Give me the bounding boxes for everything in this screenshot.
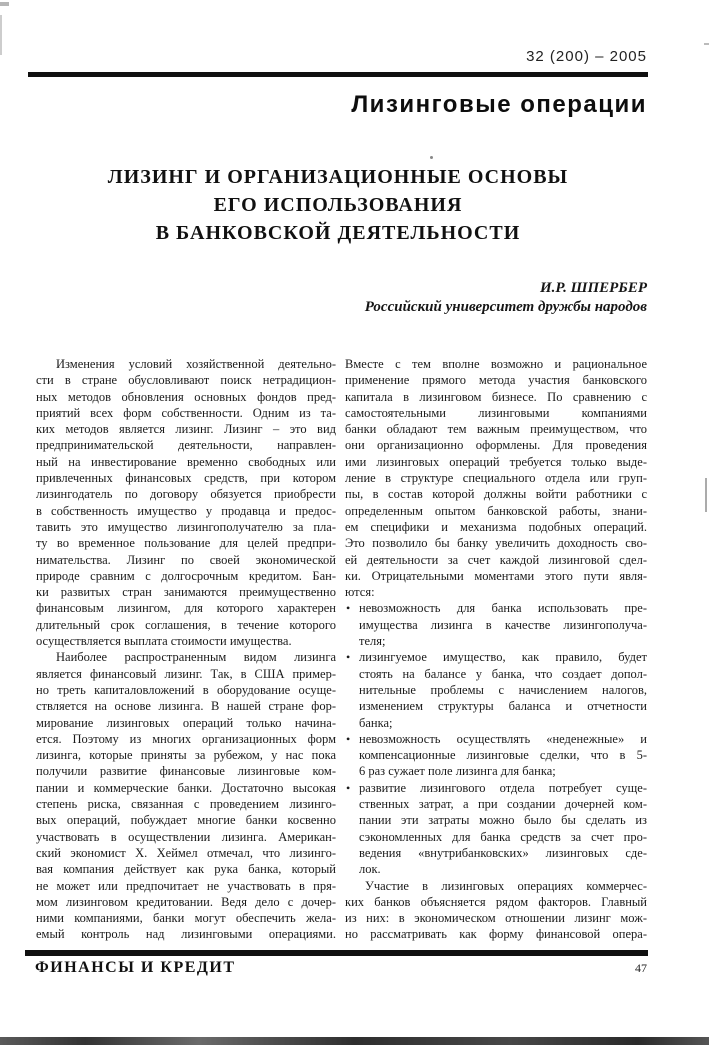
scan-artifact (0, 2, 9, 6)
issue-number: 32 (200) – 2005 (526, 48, 647, 65)
text-line: емый контроль над лизинговыми операциями. (36, 927, 336, 942)
byline (365, 279, 647, 317)
bullet-item (345, 649, 647, 730)
bullet-item (345, 600, 647, 649)
bullet-marker-icon: • (346, 780, 351, 795)
section-heading: Лизинговые операции (351, 91, 647, 118)
text-line: привлеченных финансовых средств, при котором (36, 471, 336, 486)
text-line: лизингуемое имущество, как правило, будет (359, 650, 647, 665)
paragraph (36, 356, 336, 649)
text-line: ствляется на основе лизинга. В нашей стране фор- (36, 699, 336, 714)
text-line: степень риска, связанная с проведением лизинго- (36, 797, 336, 812)
text-line: ется. Поэтому из многих организационных форм (36, 731, 336, 746)
journal-name: ФИНАНСЫ И КРЕДИТ (35, 959, 236, 976)
text-line: ки. Отрицательными моментами этого пути явля- (345, 568, 647, 583)
text-line: сти в стране обусловливают поиск нетрадицион- (36, 373, 336, 388)
footer-rule (25, 950, 648, 956)
text-line: ный на инвестирование временно свободных или (36, 454, 336, 469)
text-line: Вместе с тем вполне возможно и рациональное (345, 357, 647, 371)
text-line: вых операций, побуждает многие банки косвенно (36, 813, 336, 828)
text-line: ними компаниями, банки могут обеспечить жела- (36, 911, 336, 926)
text-line: но рассматривать как форму финансовой опера- (345, 927, 647, 942)
text-line: развитие лизингового отдела потребует суще- (359, 780, 647, 795)
text-line: определенным опытом банковской работы, знани- (345, 503, 647, 518)
bullet-marker-icon: • (346, 731, 351, 746)
text-line: приятий всех форм собственности. Одним из та- (36, 405, 336, 420)
text-line: 6 раз сужает поле лизинга для банка; (359, 764, 556, 779)
text-line: нимательства. Лизинг по своей экономической (36, 552, 336, 567)
text-line: ими лизинговых операций требуется только выде- (345, 454, 647, 469)
paragraph (345, 878, 647, 943)
text-line: длительный срок соглашения, в течение которого (36, 617, 336, 632)
text-line: ту во временное пользование для целей предпри- (36, 536, 336, 551)
text-line: ных методов обновления основных фондов пред- (36, 389, 336, 404)
text-line: пании эти затраты можно было бы сделать из (359, 813, 647, 828)
text-line: пании и коммерческие банки. Достаточно высокая (36, 780, 336, 795)
bullet-item (345, 731, 647, 780)
text-line: из них: в экономическом отношении лизинг мож- (345, 911, 647, 926)
page-number: 47 (635, 961, 647, 975)
text-line: пы, в состав которой должны войти работники с (345, 487, 647, 502)
text-line: мирование лизинговых операций только начина- (36, 715, 336, 730)
text-line: изменением структуры баланса и отчетности (359, 699, 647, 714)
text-line: капитала в лизинговом бизнесе. По сравнению с (345, 389, 647, 404)
text-line: стоять на балансе у банка, что создает допол- (359, 666, 647, 681)
text-line: нительные проблемы с начислением налогов, (359, 682, 647, 697)
text-line: в собственность имущество у продавца и предос- (36, 503, 336, 518)
text-line: ких методов является лизинг. Лизинг – это вид (36, 422, 336, 437)
text-line: теля; (359, 634, 386, 649)
text-line: мом лизинговом кредитовании. Ведя дело с дочер- (36, 894, 336, 909)
text-line: компенсационные лизинговые сделки, что в 5- (359, 748, 647, 763)
header-rule (28, 72, 648, 77)
text-line: сэкономленных для банка средств за счет про- (359, 829, 647, 844)
text-line: банка; (359, 715, 393, 730)
text-line: вая компания действует как рука банка, который (36, 862, 336, 877)
text-line: ление в структуре специального отдела или груп- (345, 471, 647, 486)
text-line: Наиболее распространенным видом лизинга (56, 650, 336, 665)
author-name: И.Р. ШПЕРБЕР (540, 280, 647, 296)
text-line: банки обладают тем важным преимуществом, что (345, 422, 647, 437)
text-line: ей деятельности за счет каждой лизинговой сдел- (345, 552, 647, 567)
text-line: Это позволило бы банку увеличить доходность сво- (345, 536, 647, 551)
text-line: ем специфики и механизма подобных операций. (345, 519, 647, 534)
scan-artifact (704, 43, 709, 45)
text-line: тавить это имущество лизингополучателю за пла- (36, 519, 336, 534)
text-line: получили развитие финансовые лизинговые ком- (36, 764, 336, 779)
text-line: ются: (345, 585, 375, 600)
text-line: но треть капиталовложений в оборудование осуще- (36, 682, 336, 697)
text-line: ведения «внутрибанковских» лизинговых сде- (359, 845, 647, 860)
text-line: участвовать в осуществлении лизинга. Американ- (36, 829, 336, 844)
bullet-marker-icon: • (346, 650, 351, 665)
text-line: Изменения условий хозяйственной деятельно- (56, 357, 336, 371)
bullet-marker-icon: • (346, 601, 351, 616)
text-line: лизинга, которые приняты за рубежом, у нас пока (36, 748, 336, 763)
text-line: невозможность для банка использовать пре- (359, 601, 647, 616)
text-line: Участие в лизинговых операциях коммерчес- (365, 878, 647, 893)
text-line: они организационно оформлены. Для проведения (345, 438, 647, 453)
paragraph (36, 649, 336, 942)
text-line: финансовым лизингом, для которого характерен (36, 601, 336, 616)
text-line: ки развитых стран занимаются преимущественно (36, 585, 336, 600)
text-column-right (345, 356, 647, 943)
text-line: самостоятельными лизинговыми компаниями (345, 405, 647, 420)
text-line: является финансовый лизинг. Так, в США пример- (36, 666, 336, 681)
text-line: природе сравним с долгосрочным кредитом. Бан- (36, 568, 336, 583)
scan-artifact (705, 478, 707, 512)
text-line: применение прямого метода участия банковского (345, 373, 647, 388)
text-line: ственных затрат, а при создании дочерней ком- (359, 797, 647, 812)
text-line: лизингодатель по договору обязуется приобрести (36, 487, 336, 502)
text-line: осуществляется выплата стоимости имущества. (36, 634, 292, 649)
bullet-item (345, 780, 647, 878)
text-line: не может или предпочитает не участвовать в пря- (36, 878, 336, 893)
text-line: лок. (359, 862, 381, 877)
scan-edge-artifact (0, 1037, 709, 1045)
article-title (28, 163, 648, 247)
article-title-line-2: ЕГО ИСПОЛЬЗОВАНИЯ (213, 194, 463, 216)
scan-artifact (0, 15, 2, 55)
article-title-line-1: ЛИЗИНГ И ОРГАНИЗАЦИОННЫЕ ОСНОВЫ (107, 166, 569, 188)
article-title-line-3: В БАНКОВСКОЙ ДЕЯТЕЛЬНОСТИ (155, 222, 521, 244)
text-line: ский экономист Х. Хеймел отмечал, что лизинго- (36, 845, 336, 860)
text-column-left (36, 356, 336, 943)
author-affiliation: Российский университет дружбы народов (364, 299, 647, 315)
scan-artifact (430, 156, 433, 159)
text-line: имущества лизинга в качестве лизингополуча- (359, 617, 647, 632)
text-line: невозможность осуществлять «неденежные» и (359, 731, 647, 746)
paragraph (345, 356, 647, 600)
text-line: ких банков объясняется рядом факторов. Главный (345, 894, 647, 909)
text-line: предпринимательской деятельности, направлен- (36, 438, 336, 453)
